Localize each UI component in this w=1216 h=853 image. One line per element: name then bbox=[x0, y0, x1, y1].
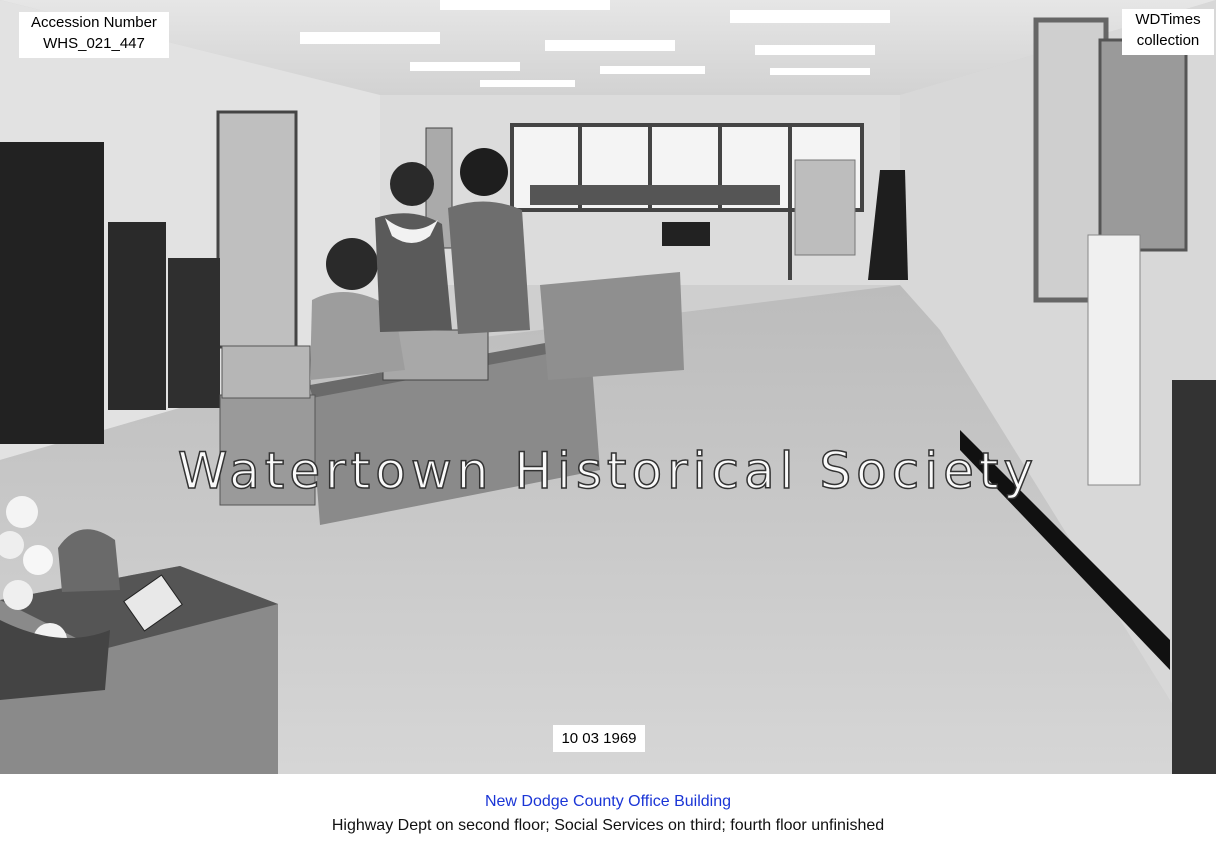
collection-line-2: collection bbox=[1136, 32, 1200, 49]
accession-number-label bbox=[19, 12, 169, 58]
caption-title: New Dodge County Office Building bbox=[484, 793, 732, 810]
watermark-text: Watertown Historical Society bbox=[177, 442, 1039, 500]
accession-title: Accession Number bbox=[31, 14, 157, 31]
collection-line-1: WDTimes bbox=[1135, 11, 1201, 28]
accession-id: WHS_021_447 bbox=[43, 35, 145, 52]
right-desk-edge bbox=[1172, 380, 1216, 774]
collection-label bbox=[1122, 9, 1214, 55]
photo-date: 10 03 1969 bbox=[553, 725, 645, 752]
caption-subtitle: Highway Dept on second floor; Social Services on third; fourth floor unfinished bbox=[331, 817, 885, 834]
caption-block bbox=[0, 790, 1216, 838]
bulletin-board bbox=[1100, 40, 1186, 250]
door bbox=[218, 112, 296, 347]
